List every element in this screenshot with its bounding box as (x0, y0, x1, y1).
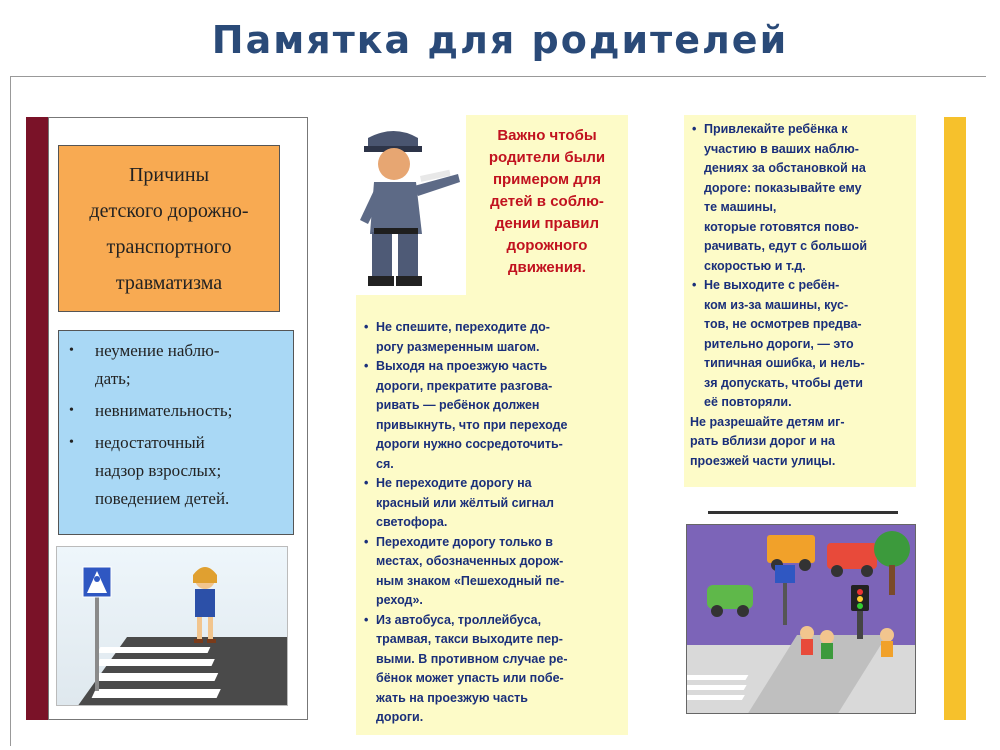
important-note: Важно чтобы родители были примером для детей в соблю- дении правил дорожного движения. (488, 127, 606, 276)
policeman-illustration (346, 124, 466, 294)
street-scene-icon (687, 525, 916, 714)
list-item: • Выходя на проезжую часть дороги, прекратите разгова- ривать — ребёнок должен привыкнуть, что при переходе дороги нужно сосредоточить- ся. (364, 359, 568, 471)
bullet-icon: • (364, 612, 369, 627)
causes-title-box (58, 145, 280, 312)
divider-line (708, 511, 898, 514)
bullet-icon: • (364, 320, 369, 334)
list-item: • Из автобуса, троллейбуса, трамвая, такси выходите пер- выми. В противном случае ре- бёнок может упасть или побе- жать на проезжую часть дороги. (364, 612, 568, 724)
list-item: • Не спешите, переходите до- рогу размеренным шагом. (364, 320, 550, 354)
bullet-icon: • (69, 343, 74, 358)
bullet-icon: • (69, 403, 74, 418)
bullet-icon: • (69, 435, 74, 450)
crosswalk-girl-icon (57, 547, 288, 706)
page-title: Памятка для родителей (211, 18, 789, 62)
causes-list (58, 330, 294, 535)
left-decorative-stripe (26, 117, 48, 720)
list-item: • Не выходите с ребён- ком из-за машины, кус- тов, не осмотрев предва- рительно дороги, — это типичная ошибка, и нель- зя допускать, чтобы дети её повторяли. (692, 278, 865, 409)
bullet-icon: • (692, 122, 697, 136)
policeman-icon (346, 124, 466, 294)
bullet-icon: • (364, 534, 369, 549)
causes-title: Причины детского дорожно- транспортного травматизма (89, 163, 249, 294)
street-illustration (686, 524, 916, 714)
list-item: • неумение наблю- дать; (69, 337, 287, 393)
list-item: • Привлекайте ребёнка к участию в ваших наблю- дениях за обстановкой на дороге: показывайте ему те машины, которые готовятся пово- рачивать, едут с большой скоростью и т.д. (692, 122, 868, 273)
bullet-icon: • (692, 278, 697, 292)
list-item: • Переходите дорогу только в местах, обозначенных дорож- ным знаком «Пешеходный пе- реход». (364, 534, 565, 607)
bullet-icon: • (364, 476, 369, 490)
crosswalk-illustration (56, 546, 288, 706)
rules-list-right (690, 120, 912, 471)
rules-list-middle (362, 318, 624, 728)
list-item: • невнимательность; (69, 397, 287, 425)
list-item: Не разрешайте детям иг- рать вблизи дорог и на проезжей части улицы. (690, 414, 845, 468)
bullet-icon: • (364, 359, 369, 373)
right-decorative-stripe (944, 117, 966, 720)
list-item: • Не переходите дорогу на красный или жёлтый сигнал светофора. (364, 476, 554, 529)
list-item: • недостаточный надзор взрослых; поведением детей. (69, 429, 287, 513)
